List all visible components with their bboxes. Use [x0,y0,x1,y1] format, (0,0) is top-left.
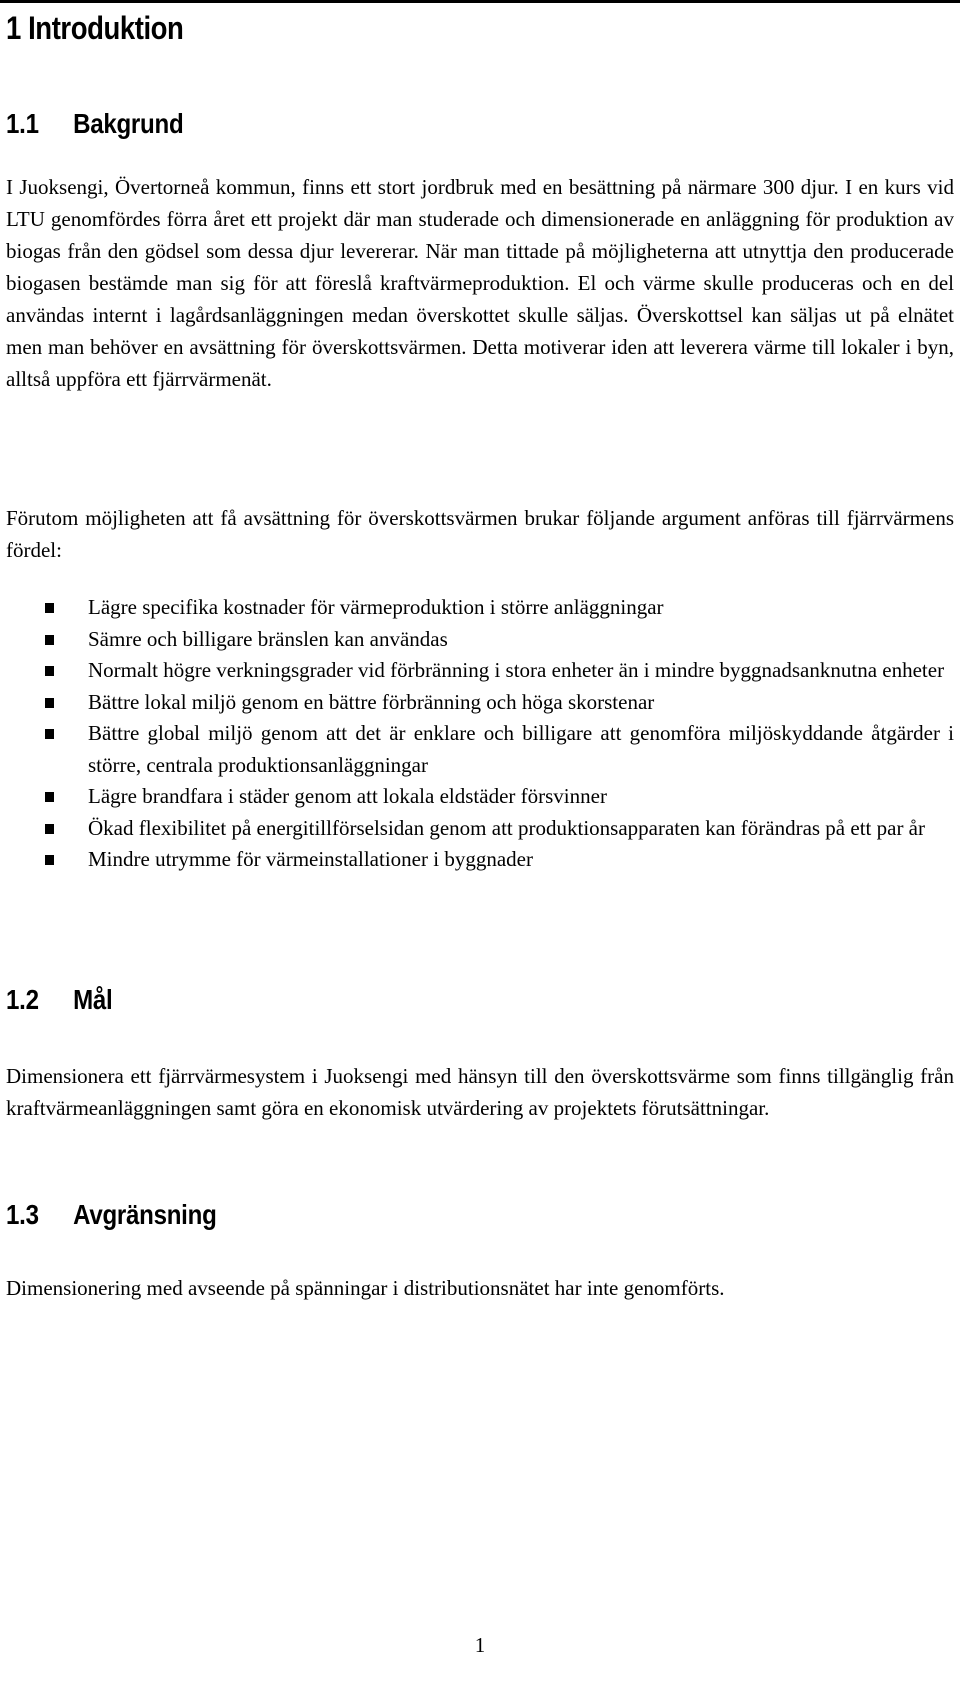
chapter-title: 1 Introduktion [6,10,184,46]
square-bullet-icon [45,666,54,676]
section-heading-mal [6,980,112,1020]
list-item [6,592,954,624]
paragraph-background: I Juoksengi, Övertorneå kommun, finns ett stort jordbruk med en besättning på närmare 300 djur. I en kurs vid LTU genomfördes förra året ett projekt där man studerade och dimensionerade en anläggning för produktion av biogas från den gödsel som dessa djur levererar. När man tittade på möjligheterna att utnyttja den producerade biogasen bestämde man sig för att föreslå kraftvärmeproduktion. El och värme skulle produceras och en del användas internt i lagårdsanläggningen medan överskottet skulle säljas. Överskottsel kan säljas ut på elnätet men man behöver en avsättning för överskottsvärmen. Detta motiverar iden att leverera värme till lokaler i byn, alltså uppföra ett fjärrvärmenät. [6,175,954,391]
list-item [6,781,954,813]
list-item [6,624,954,656]
list-item-text: Lägre brandfara i städer genom att lokala eldstäder försvinner [88,784,607,808]
section-heading-avgransning [6,1195,217,1235]
paragraph-arguments-intro: Förutom möjligheten att få avsättning för överskottsvärmen brukar följande argument anföras till fjärrvärmens fördel: [6,506,954,562]
list-item-text: Bättre global miljö genom att det är enklare och billigare att genomföra miljöskyddande åtgärder i större, centrala produktionsanläggningar [88,721,954,777]
square-bullet-icon [45,603,54,613]
section-title: Mål [73,984,113,1015]
list-item [6,687,954,719]
chapter-rule [0,0,960,3]
list-item-text: Ökad flexibilitet på energitillförselsidan genom att produktionsapparaten kan förändras på ett par år [88,815,925,840]
section-number: 1.1 [6,108,39,139]
section-heading-bakgrund [6,104,183,144]
section-title: Bakgrund [73,108,184,139]
section-number: 1.3 [6,1199,39,1230]
paragraph-delimitation: Dimensionering med avseende på spänningar i distributionsnätet har inte genomförts. [6,1276,725,1300]
list-item [6,844,954,876]
square-bullet-icon [45,635,54,645]
section-title: Avgränsning [73,1199,217,1230]
advantages-list [6,592,954,876]
square-bullet-icon [45,792,54,802]
list-item-text: Normalt högre verkningsgrader vid förbränning i stora enheter än i mindre byggnadsanknutna enheter [88,658,945,682]
list-item-text: Lägre specifika kostnader för värmeproduktion i större anläggningar [88,595,664,619]
list-item [6,655,954,687]
square-bullet-icon [45,729,54,739]
square-bullet-icon [45,855,54,865]
list-item-text: Mindre utrymme för värmeinstallationer i byggnader [88,847,533,871]
list-item [6,718,954,781]
list-item-text: Bättre lokal miljö genom en bättre förbränning och höga skorstenar [88,689,655,714]
paragraph-goal: Dimensionera ett fjärrvärmesystem i Juoksengi med hänsyn till den överskottsvärme som finns tillgänglig från kraftvärmeanläggningen samt göra en ekonomisk utvärdering av projektets förutsättningar. [6,1064,954,1120]
list-item [6,813,954,845]
section-number: 1.2 [6,984,39,1015]
list-item-text: Sämre och billigare bränslen kan användas [88,626,448,651]
square-bullet-icon [45,698,54,708]
page-number: 1 [474,1633,486,1657]
square-bullet-icon [45,824,54,834]
